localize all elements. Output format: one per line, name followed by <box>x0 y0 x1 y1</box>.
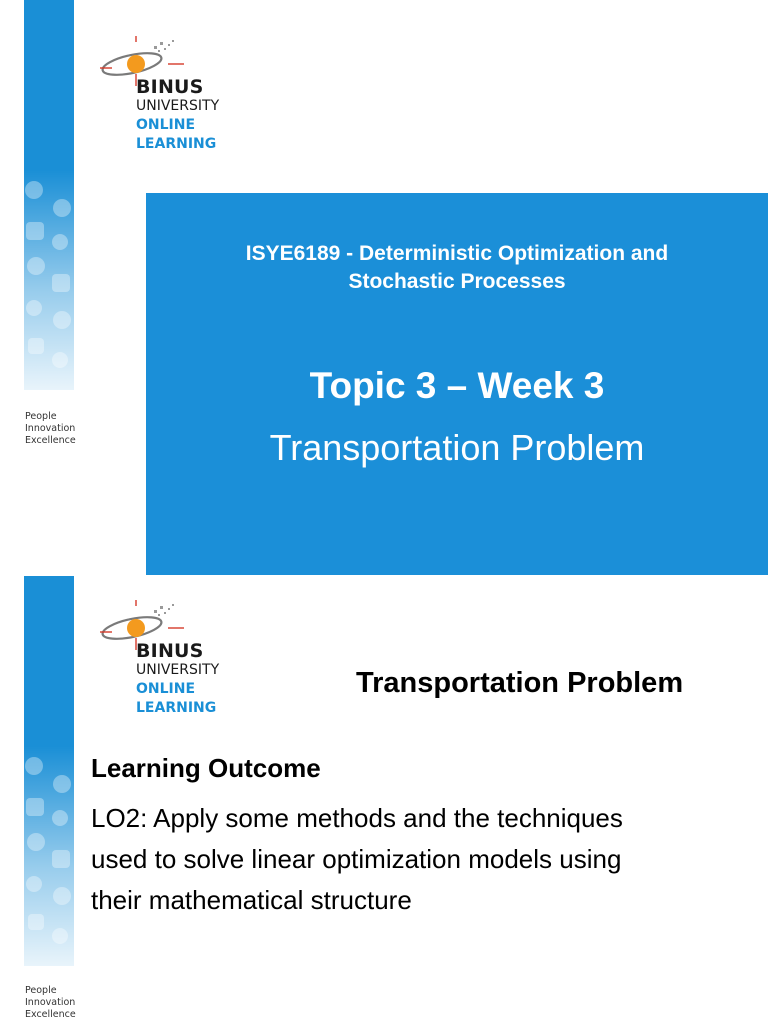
logo-text-online: ONLINE <box>136 117 196 133</box>
binus-logo <box>98 34 258 164</box>
tagline <box>25 985 76 1021</box>
side-decor-strip <box>24 0 74 390</box>
logo-text-binus: BINUS <box>136 640 204 662</box>
tagline <box>25 411 76 447</box>
learning-outcome-text <box>91 798 751 921</box>
course-title-line2: Stochastic Processes <box>348 270 566 293</box>
tagline-people: People <box>25 411 57 422</box>
logo-text-university: UNIVERSITY <box>136 662 220 678</box>
topic-heading: Topic 3 – Week 3 <box>309 365 605 406</box>
learning-outcome-line: used to solve linear optimization models using <box>91 844 622 874</box>
course-title <box>146 240 768 296</box>
content-slide <box>0 576 768 1024</box>
logo-text-learning: LEARNING <box>136 700 217 716</box>
learning-outcome-line: their mathematical structure <box>91 885 412 915</box>
side-decor-strip <box>24 576 74 966</box>
side-strip-fade <box>24 746 74 966</box>
logo-text-university: UNIVERSITY <box>136 98 220 114</box>
title-box <box>146 193 768 575</box>
learning-outcome-line: LO2: Apply some methods and the techniques <box>91 803 623 833</box>
binus-logo <box>98 598 258 728</box>
tagline-excellence: Excellence <box>25 1009 76 1020</box>
tagline-innovation: Innovation <box>25 423 76 434</box>
tagline-innovation: Innovation <box>25 997 76 1008</box>
tagline-excellence: Excellence <box>25 435 76 446</box>
side-strip-fade <box>24 170 74 390</box>
logo-text-online: ONLINE <box>136 681 196 697</box>
learning-outcome-heading: Learning Outcome <box>91 753 321 783</box>
tagline-people: People <box>25 985 57 996</box>
slide-title: Transportation Problem <box>356 667 684 699</box>
course-title-line1: ISYE6189 - Deterministic Optimization and <box>245 242 669 265</box>
logo-text-learning: LEARNING <box>136 136 217 152</box>
topic-subtitle: Transportation Problem <box>269 427 645 468</box>
logo-text-binus: BINUS <box>136 76 204 98</box>
